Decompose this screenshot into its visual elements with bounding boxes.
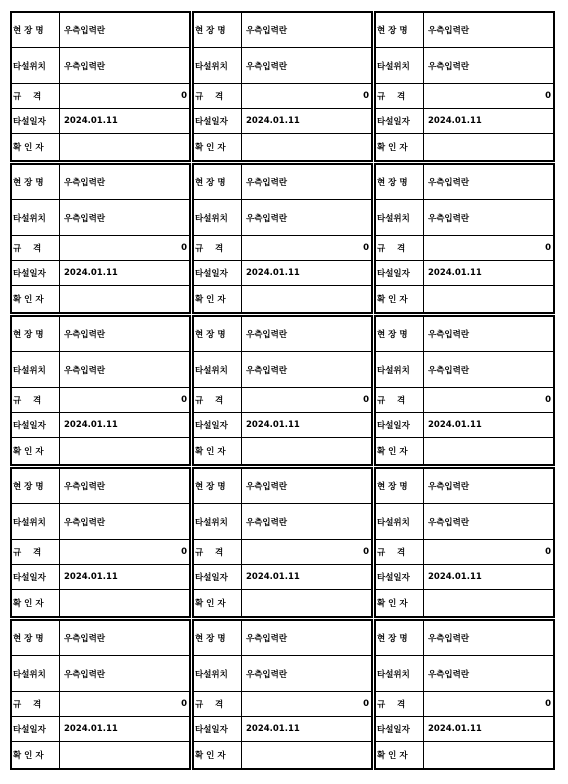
- date-value[interactable]: 2024.01.11: [60, 565, 189, 590]
- label-sheet: [10, 11, 555, 770]
- spec-label: 규 격: [12, 84, 60, 109]
- date-value[interactable]: 2024.01.11: [242, 109, 371, 134]
- spec-value[interactable]: 0: [242, 540, 371, 565]
- date-label: 타설일자: [12, 717, 60, 742]
- date-value[interactable]: 2024.01.11: [60, 261, 189, 286]
- date-label: 타설일자: [194, 261, 242, 286]
- location-value[interactable]: 우측입력란: [242, 48, 371, 84]
- confirmer-label: 확 인 자: [376, 286, 424, 312]
- site-name-value[interactable]: 우측입력란: [242, 469, 371, 504]
- location-value[interactable]: 우측입력란: [242, 656, 371, 692]
- confirmer-value[interactable]: [60, 742, 189, 768]
- spec-label: 규 격: [376, 236, 424, 261]
- site-name-value[interactable]: 우측입력란: [60, 621, 189, 656]
- location-value[interactable]: 우측입력란: [60, 352, 189, 388]
- location-value[interactable]: 우측입력란: [424, 656, 553, 692]
- specimen-label-card: [374, 315, 555, 466]
- confirmer-value[interactable]: [60, 286, 189, 312]
- spec-label: 규 격: [12, 388, 60, 413]
- spec-value[interactable]: 0: [242, 84, 371, 109]
- date-label: 타설일자: [376, 565, 424, 590]
- specimen-label-card: [10, 315, 191, 466]
- specimen-label-card: [374, 619, 555, 770]
- specimen-label-card: [374, 11, 555, 162]
- confirmer-label: 확 인 자: [12, 286, 60, 312]
- spec-value[interactable]: 0: [60, 540, 189, 565]
- spec-value[interactable]: 0: [60, 84, 189, 109]
- site-name-label: 현 장 명: [376, 469, 424, 504]
- confirmer-value[interactable]: [242, 286, 371, 312]
- location-value[interactable]: 우측입력란: [60, 48, 189, 84]
- site-name-value[interactable]: 우측입력란: [424, 621, 553, 656]
- spec-label: 규 격: [12, 540, 60, 565]
- confirmer-value[interactable]: [424, 590, 553, 616]
- spec-value[interactable]: 0: [60, 236, 189, 261]
- location-label: 타설위치: [376, 352, 424, 388]
- location-label: 타설위치: [12, 656, 60, 692]
- location-value[interactable]: 우측입력란: [424, 200, 553, 236]
- specimen-label-card: [192, 467, 373, 618]
- site-name-value[interactable]: 우측입력란: [60, 165, 189, 200]
- date-value[interactable]: 2024.01.11: [424, 109, 553, 134]
- spec-label: 규 격: [194, 692, 242, 717]
- location-value[interactable]: 우측입력란: [424, 352, 553, 388]
- spec-value[interactable]: 0: [60, 692, 189, 717]
- location-value[interactable]: 우측입력란: [424, 48, 553, 84]
- confirmer-value[interactable]: [424, 742, 553, 768]
- spec-label: 규 격: [376, 692, 424, 717]
- date-label: 타설일자: [12, 109, 60, 134]
- location-value[interactable]: 우측입력란: [242, 352, 371, 388]
- date-label: 타설일자: [194, 109, 242, 134]
- confirmer-value[interactable]: [424, 134, 553, 160]
- site-name-label: 현 장 명: [376, 13, 424, 48]
- location-label: 타설위치: [194, 200, 242, 236]
- date-label: 타설일자: [12, 565, 60, 590]
- date-label: 타설일자: [194, 565, 242, 590]
- date-value[interactable]: 2024.01.11: [60, 413, 189, 438]
- date-label: 타설일자: [194, 413, 242, 438]
- site-name-label: 현 장 명: [12, 621, 60, 656]
- confirmer-value[interactable]: [242, 742, 371, 768]
- site-name-value[interactable]: 우측입력란: [242, 165, 371, 200]
- site-name-label: 현 장 명: [194, 13, 242, 48]
- location-value[interactable]: 우측입력란: [60, 656, 189, 692]
- spec-label: 규 격: [376, 84, 424, 109]
- location-value[interactable]: 우측입력란: [424, 504, 553, 540]
- specimen-label-card: [192, 163, 373, 314]
- site-name-value[interactable]: 우측입력란: [60, 13, 189, 48]
- confirmer-value[interactable]: [424, 286, 553, 312]
- confirmer-label: 확 인 자: [194, 742, 242, 768]
- confirmer-value[interactable]: [424, 438, 553, 464]
- site-name-value[interactable]: 우측입력란: [424, 13, 553, 48]
- site-name-value[interactable]: 우측입력란: [242, 317, 371, 352]
- location-label: 타설위치: [12, 352, 60, 388]
- location-value[interactable]: 우측입력란: [60, 200, 189, 236]
- location-label: 타설위치: [194, 352, 242, 388]
- confirmer-value[interactable]: [242, 134, 371, 160]
- site-name-label: 현 장 명: [12, 13, 60, 48]
- date-label: 타설일자: [12, 261, 60, 286]
- confirmer-label: 확 인 자: [194, 438, 242, 464]
- spec-label: 규 격: [194, 84, 242, 109]
- date-value[interactable]: 2024.01.11: [242, 413, 371, 438]
- confirmer-label: 확 인 자: [12, 590, 60, 616]
- date-value[interactable]: 2024.01.11: [424, 565, 553, 590]
- spec-value[interactable]: 0: [242, 236, 371, 261]
- specimen-label-card: [374, 163, 555, 314]
- location-label: 타설위치: [12, 504, 60, 540]
- location-label: 타설위치: [376, 200, 424, 236]
- site-name-value[interactable]: 우측입력란: [424, 317, 553, 352]
- specimen-label-card: [10, 619, 191, 770]
- spec-label: 규 격: [12, 692, 60, 717]
- date-label: 타설일자: [376, 717, 424, 742]
- date-label: 타설일자: [12, 413, 60, 438]
- specimen-label-card: [374, 467, 555, 618]
- location-label: 타설위치: [376, 48, 424, 84]
- location-label: 타설위치: [12, 200, 60, 236]
- specimen-label-card: [10, 467, 191, 618]
- location-label: 타설위치: [194, 656, 242, 692]
- confirmer-value[interactable]: [60, 134, 189, 160]
- confirmer-label: 확 인 자: [12, 438, 60, 464]
- site-name-value[interactable]: 우측입력란: [242, 13, 371, 48]
- date-label: 타설일자: [376, 413, 424, 438]
- location-value[interactable]: 우측입력란: [60, 504, 189, 540]
- site-name-label: 현 장 명: [194, 317, 242, 352]
- spec-label: 규 격: [194, 236, 242, 261]
- date-label: 타설일자: [376, 109, 424, 134]
- spec-value[interactable]: 0: [424, 692, 553, 717]
- location-label: 타설위치: [194, 504, 242, 540]
- specimen-label-card: [10, 11, 191, 162]
- date-value[interactable]: 2024.01.11: [60, 109, 189, 134]
- site-name-value[interactable]: 우측입력란: [60, 469, 189, 504]
- confirmer-label: 확 인 자: [376, 590, 424, 616]
- date-value[interactable]: 2024.01.11: [60, 717, 189, 742]
- spec-label: 규 격: [194, 388, 242, 413]
- spec-value[interactable]: 0: [242, 692, 371, 717]
- site-name-label: 현 장 명: [12, 165, 60, 200]
- date-value[interactable]: 2024.01.11: [424, 413, 553, 438]
- confirmer-label: 확 인 자: [12, 742, 60, 768]
- location-label: 타설위치: [376, 656, 424, 692]
- date-value[interactable]: 2024.01.11: [242, 565, 371, 590]
- spec-label: 규 격: [12, 236, 60, 261]
- spec-value[interactable]: 0: [424, 84, 553, 109]
- location-value[interactable]: 우측입력란: [242, 504, 371, 540]
- site-name-label: 현 장 명: [12, 317, 60, 352]
- site-name-label: 현 장 명: [194, 469, 242, 504]
- confirmer-label: 확 인 자: [376, 438, 424, 464]
- confirmer-value[interactable]: [242, 590, 371, 616]
- date-value[interactable]: 2024.01.11: [242, 717, 371, 742]
- site-name-label: 현 장 명: [376, 621, 424, 656]
- date-value[interactable]: 2024.01.11: [424, 717, 553, 742]
- spec-label: 규 격: [194, 540, 242, 565]
- confirmer-label: 확 인 자: [194, 286, 242, 312]
- site-name-value[interactable]: 우측입력란: [424, 165, 553, 200]
- spec-value[interactable]: 0: [424, 540, 553, 565]
- site-name-label: 현 장 명: [194, 621, 242, 656]
- spec-value[interactable]: 0: [424, 388, 553, 413]
- location-label: 타설위치: [194, 48, 242, 84]
- confirmer-label: 확 인 자: [376, 742, 424, 768]
- date-label: 타설일자: [376, 261, 424, 286]
- site-name-label: 현 장 명: [376, 317, 424, 352]
- confirmer-label: 확 인 자: [194, 134, 242, 160]
- confirmer-value[interactable]: [242, 438, 371, 464]
- confirmer-value[interactable]: [60, 438, 189, 464]
- site-name-label: 현 장 명: [12, 469, 60, 504]
- specimen-label-card: [192, 315, 373, 466]
- confirmer-label: 확 인 자: [194, 590, 242, 616]
- confirmer-label: 확 인 자: [12, 134, 60, 160]
- date-value[interactable]: 2024.01.11: [242, 261, 371, 286]
- date-value[interactable]: 2024.01.11: [424, 261, 553, 286]
- date-label: 타설일자: [194, 717, 242, 742]
- site-name-value[interactable]: 우측입력란: [242, 621, 371, 656]
- site-name-value[interactable]: 우측입력란: [424, 469, 553, 504]
- spec-label: 규 격: [376, 540, 424, 565]
- location-label: 타설위치: [376, 504, 424, 540]
- site-name-label: 현 장 명: [194, 165, 242, 200]
- spec-label: 규 격: [376, 388, 424, 413]
- location-label: 타설위치: [12, 48, 60, 84]
- specimen-label-card: [10, 163, 191, 314]
- specimen-label-card: [192, 619, 373, 770]
- site-name-value[interactable]: 우측입력란: [60, 317, 189, 352]
- spec-value[interactable]: 0: [60, 388, 189, 413]
- spec-value[interactable]: 0: [424, 236, 553, 261]
- spec-value[interactable]: 0: [242, 388, 371, 413]
- location-value[interactable]: 우측입력란: [242, 200, 371, 236]
- site-name-label: 현 장 명: [376, 165, 424, 200]
- confirmer-value[interactable]: [60, 590, 189, 616]
- specimen-label-card: [192, 11, 373, 162]
- confirmer-label: 확 인 자: [376, 134, 424, 160]
